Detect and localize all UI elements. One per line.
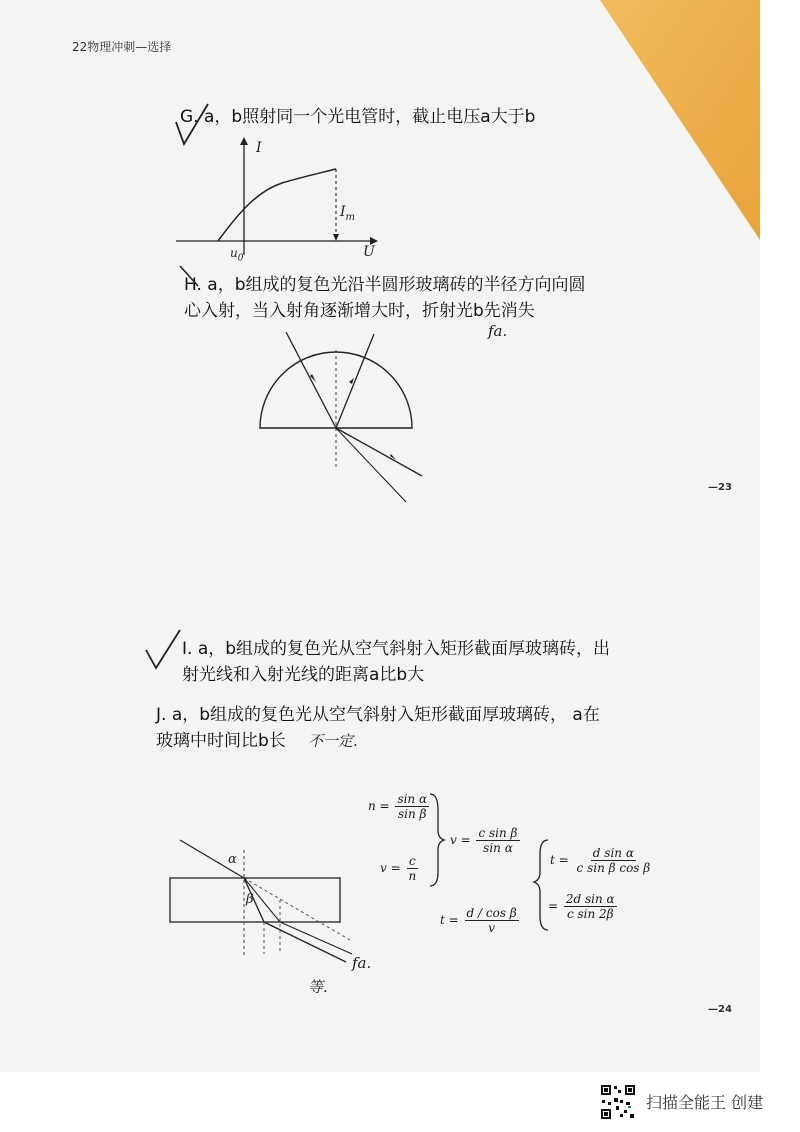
formula-t-distance: t = $\frac{\text{d / cos β}}{v}$	[440, 906, 517, 935]
statement-j-line1: J. a，b组成的复色光从空气斜射入矩形截面厚玻璃砖， a在	[156, 705, 600, 725]
handwritten-note-slab: fa.	[352, 954, 372, 972]
y-axis-label: I	[256, 140, 262, 156]
formula-braces	[420, 790, 740, 950]
angle-beta-label: β	[246, 892, 254, 907]
formula-t-simplified: = $\frac{\text{2d sin α}}{\text{c sin 2β}}$	[548, 892, 615, 921]
x-axis-label: U	[363, 244, 375, 260]
page-number-24: —24	[708, 1004, 732, 1015]
statement-j-line2: 玻璃中时间比b长	[156, 731, 286, 751]
handwritten-note-j: 不一定.	[308, 732, 358, 750]
formula-t-result: t = $\frac{\text{d sin α}}{\text{c sin β cos β}}$	[550, 846, 651, 875]
checkmark-icon	[142, 626, 192, 676]
cutoff-voltage-label: $u_0$	[230, 246, 244, 264]
handwritten-note-equal: 等.	[308, 978, 328, 996]
angle-alpha-label: α	[228, 852, 237, 867]
scanner-brand-label: 扫描全能王 创建	[646, 1093, 764, 1112]
statement-i-line1: I. a，b组成的复色光从空气斜射入矩形截面厚玻璃砖，出	[182, 639, 611, 659]
rectangular-slab-diagram	[160, 830, 380, 980]
formula-v-derived: v = $\frac{\text{c sin β}}{\text{sin α}}$	[450, 826, 518, 855]
cross-mark-icon	[176, 262, 206, 292]
semicircle-glass-diagram	[250, 330, 450, 500]
statement-i-line2: 射光线和入射光线的距离a比b大	[182, 665, 425, 685]
statement-h-line2: 心入射，当入射角逐渐增大时，折射光b先消失	[184, 301, 535, 321]
statement-h-line1: H. a，b组成的复色光沿半圆形玻璃砖的半径方向向圆	[184, 275, 586, 295]
page-number-23: —23	[708, 482, 732, 493]
header-title: 22物理冲刺—选择	[72, 40, 172, 54]
handwritten-note-h: fa.	[488, 322, 508, 340]
qr-code-icon	[600, 1084, 636, 1120]
saturation-current-label: $I_m$	[340, 204, 356, 223]
statement-g: G. a，b照射同一个光电管时，截止电压a大于b	[180, 107, 536, 127]
formula-v-c-over-n: v = $\frac{c}{n}$	[380, 854, 417, 883]
formula-n: n = $\frac{\text{sin α}}{\text{sin β}}$	[368, 792, 428, 821]
